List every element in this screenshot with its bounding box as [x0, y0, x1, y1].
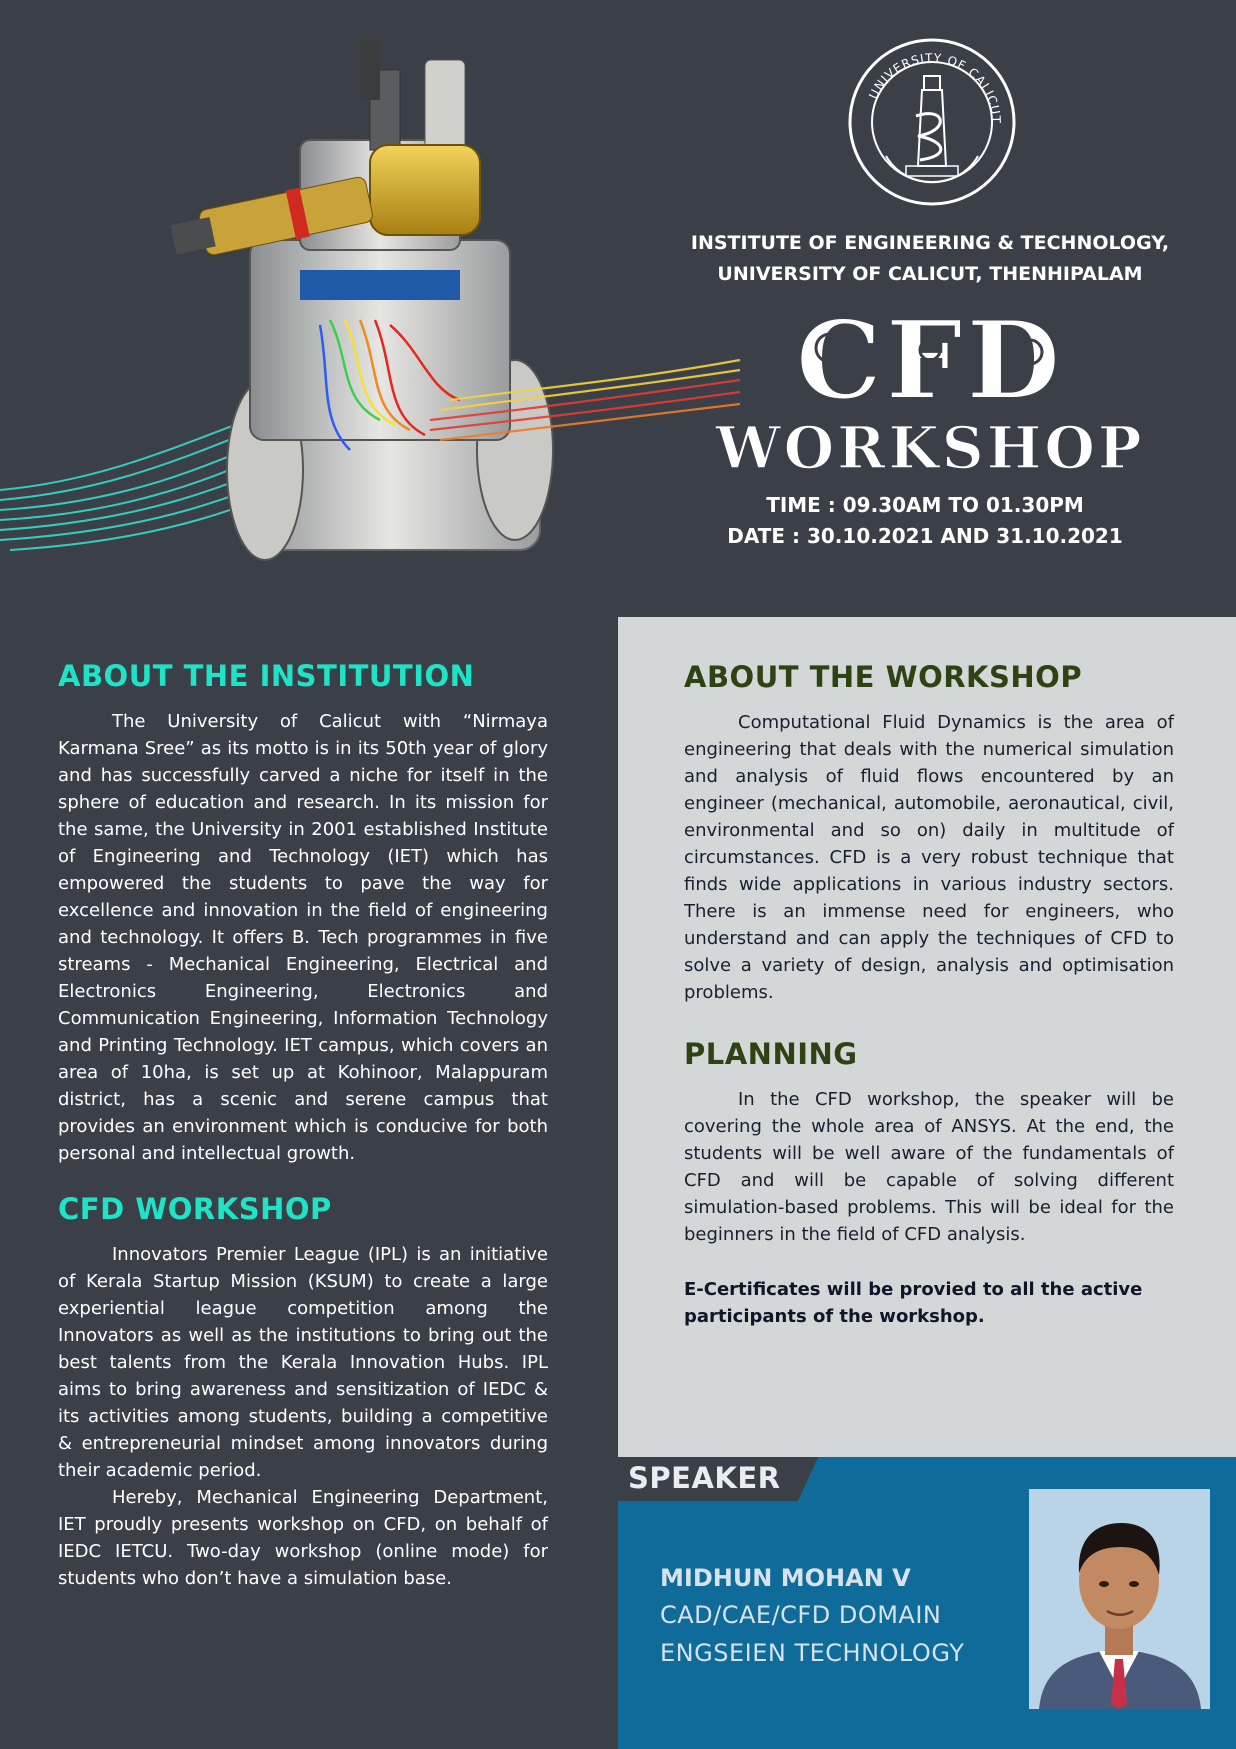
header-banner — [0, 0, 1236, 617]
event-title — [715, 298, 1145, 482]
title-workshop: WORKSHOP — [715, 414, 1145, 482]
planning-heading: PLANNING — [684, 1037, 858, 1071]
university-seal-logo — [846, 36, 1018, 208]
institute-line-1: INSTITUTE OF ENGINEERING & TECHNOLOGY, — [690, 232, 1170, 254]
cfd-workshop-body-2: Hereby, Mechanical Engineering Department, IET proudly presents workshop on CFD, on behalf of IEDC IETCU. Two-day workshop (online mode) for students who don’t have a simulation base. — [58, 1487, 548, 1589]
workshop-info-panel — [618, 617, 1236, 1457]
speaker-domain: CAD/CAE/CFD DOMAIN — [660, 1601, 942, 1629]
workshop-heading: ABOUT THE WORKSHOP — [684, 660, 1083, 694]
institute-line-2: UNIVERSITY OF CALICUT, THENHIPALAM — [717, 263, 1143, 285]
speaker-name: MIDHUN MOHAN V — [660, 1564, 911, 1592]
planning-body: In the CFD workshop, the speaker will be covering the whole area of ANSYS. At the end, the students will be well aware of the fundamentals of CFD and will be capable of solving different simulation-based problems. This will be ideal for the beginners in the field of CFD analysis. — [684, 1089, 1174, 1245]
cfd-workshop-body-1: Innovators Premier League (IPL) is an initiative of Kerala Startup Mission (KSUM) to create a large experiential league competition among the Innovators as well as the institutions to bring out the best talents from the Kerala Innovation Hubs. IPL aims to bring awareness and sensitization of IEDC & its activities among students, building a competitive & entrepreneurial mindset among innovators during their academic period. — [58, 1244, 548, 1481]
speaker-company: ENGSEIEN TECHNOLOGY — [660, 1639, 965, 1667]
event-schedule — [690, 490, 1160, 552]
institution-heading: ABOUT THE INSTITUTION — [58, 659, 475, 693]
svg-text:UNIVERSITY OF CALICUT: UNIVERSITY OF CALICUT — [866, 50, 1004, 125]
speaker-info — [660, 1560, 1040, 1672]
event-date: DATE : 30.10.2021 AND 31.10.2021 — [727, 524, 1123, 548]
institution-body: The University of Calicut with “Nirmaya Karmana Sree” as its motto is in its 50th year of glory and has successfully carved a niche for itself in the sphere of education and research. In its mission for the same, the University in 2001 established Institute of Engineering and Technology (IET) which has empowered the students to pave the way for excellence and innovation in the field of engineering and technology. It offers B. Tech programmes in five streams - Mechanical Engineering, Electrical and Electronics Engineering, Electronics and Communication Engineering, Information Technology and Printing Technology. IET campus, which covers an area of 10ha, is set up at Kohinoor, Malappuram district, has a scenic and serene campus that provides an environment which is conducive for both personal and intellectual growth. — [58, 711, 548, 1164]
event-time: TIME : 09.30AM TO 01.30PM — [766, 493, 1084, 517]
title-cfd: CFD — [795, 298, 1065, 424]
cfd-workshop-heading: CFD WORKSHOP — [58, 1192, 332, 1226]
speaker-photo — [1029, 1489, 1210, 1709]
workshop-body: Computational Fluid Dynamics is the area of engineering that deals with the numerical simulation and analysis of fluid flows encountered by an engineer (mechanical, automobile, aeronautical, civil, environmental and so on) daily in multitude of circumstances. CFD is a very robust technique that finds wide applications in various industry sectors. There is an immense need for engineers, who understand and can apply the techniques of CFD to solve a variety of design, analysis and optimisation problems. — [684, 712, 1174, 1003]
speaker-label: SPEAKER — [628, 1461, 781, 1495]
institute-name — [640, 228, 1220, 290]
certificate-note: E-Certificates will be provied to all the active participants of the workshop. — [684, 1279, 1143, 1327]
speaker-portrait-icon — [1029, 1489, 1210, 1709]
left-column — [58, 656, 548, 1592]
workshop-info-content — [684, 657, 1174, 1330]
cfd-valve-illustration — [0, 20, 760, 610]
